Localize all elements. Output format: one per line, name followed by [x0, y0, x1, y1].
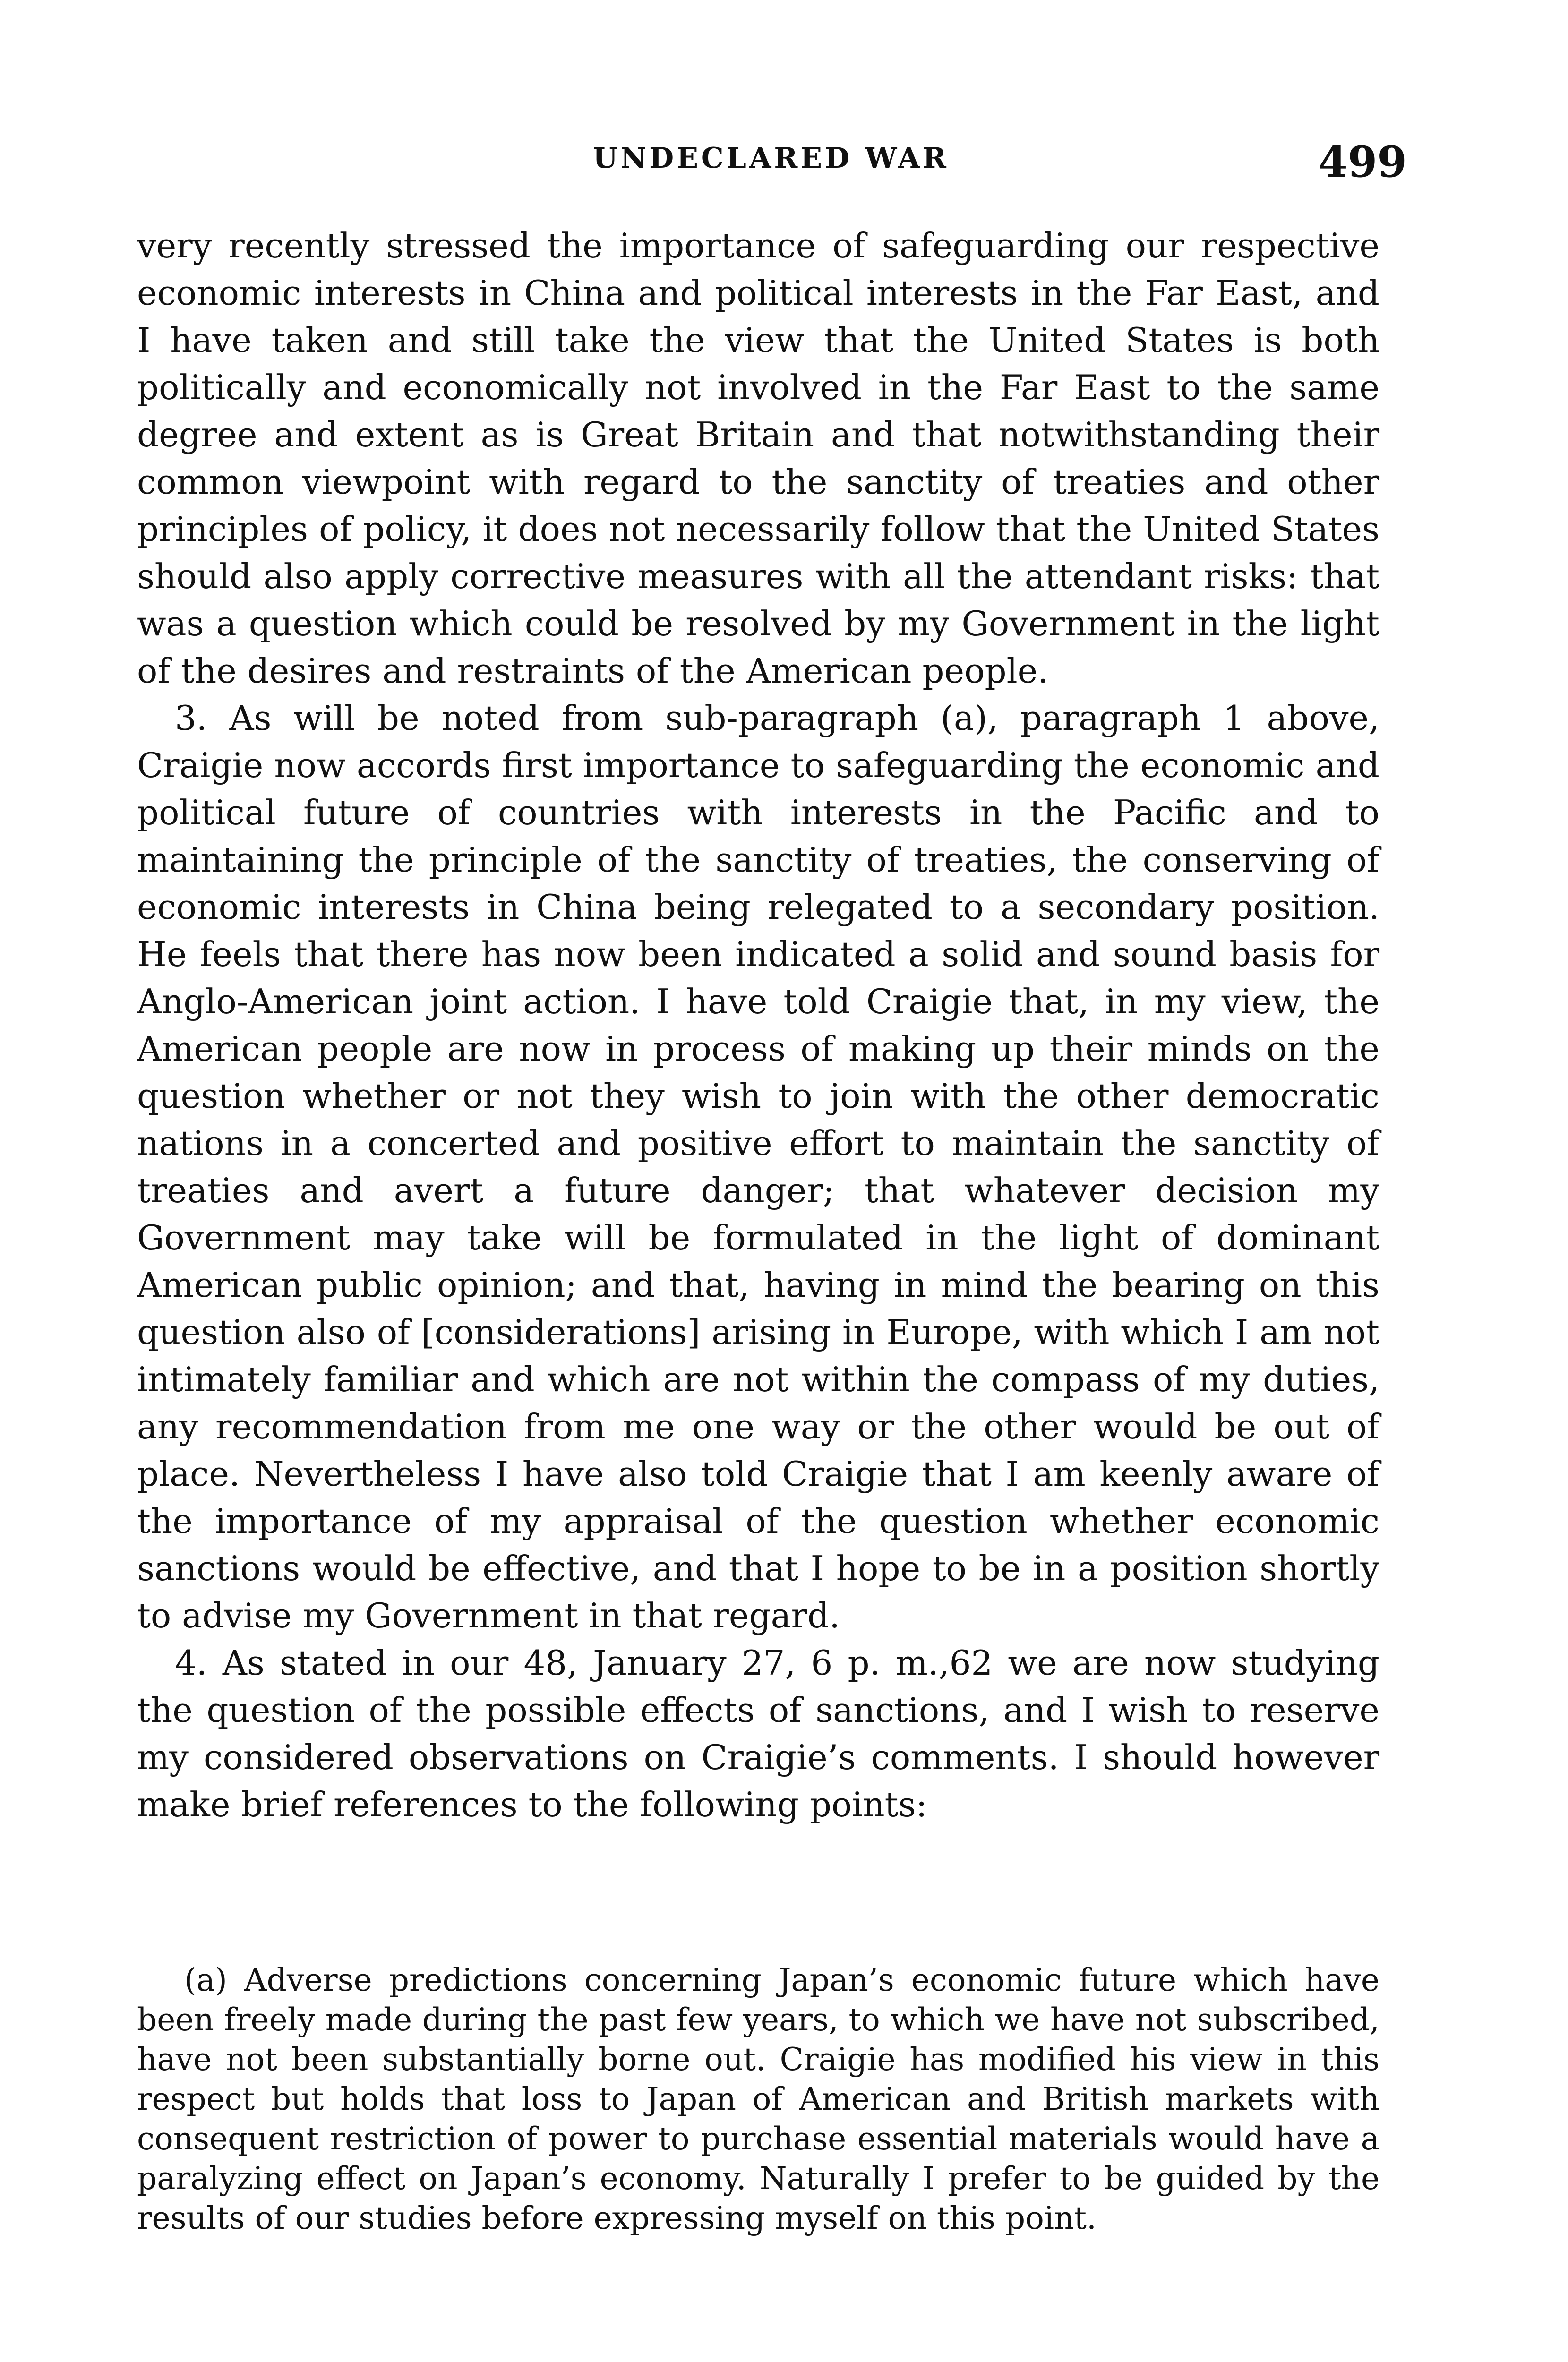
paragraph-continuation: very recently stressed the importance of safeguarding our respective economic interests in China and political interests in the Far East, and I have taken and still take the view that the United States is both politically and economically not involved in the Far East to the same degree and extent as is Great Britain and that notwithstanding their common viewpoint with regard to the sanctity of treaties and other principles of policy, it does not necessarily follow that the United States should also apply corrective measures with all the attendant risks: that was a question which could be resolved by my Government in the light of the desires and restraints of the American people.: [137, 226, 1379, 691]
subparagraph-a: (a) Adverse predictions concerning Japan’s economic future which have been freely made during the past few years, to which we have not subscribed, have not been substantially borne out. Craigie has modified his view in this respect but holds that loss to Japan of American and British markets with consequent restriction of power to purchase essential materials would have a paralyzing effect on Japan’s economy. Naturally I prefer to be guided by the results of our studies before expressing myself on this point.: [137, 1962, 1379, 2236]
page-number: 499: [1318, 137, 1407, 187]
paragraph-4: 4. As stated in our 48, January 27, 6 p. m.,62 we are now studying the question of the possible effects of sanctions, and I wish to reserve my considered observations on Craigie’s comments. I should however make brief references to the following points:: [137, 1643, 1379, 1824]
running-title: UNDECLARED WAR: [593, 142, 949, 175]
body-text: [137, 222, 1379, 1828]
paragraph-3: 3. As will be noted from sub-paragraph (a), paragraph 1 above, Craigie now accords first importance to safeguarding the economic and political future of countries with interests in the Pacific and to maintaining the principle of the sanctity of treaties, the conserving of economic interests in China being relegated to a secondary position. He feels that there has now been indicated a solid and sound basis for Anglo-American joint action. I have told Craigie that, in my view, the American people are now in process of making up their minds on the question whether or not they wish to join with the other democratic nations in a concerted and positive effort to maintain the sanctity of treaties and avert a future danger; that whatever decision my Government may take will be formulated in the light of dominant American public opinion; and that, having in mind the bearing on this question also of [considerations] arising in Europe, with which I am not intimately familiar and which are not within the compass of my duties, any recommendation from me one way or the other would be out of place. Nevertheless I have also told Craigie that I am keenly aware of the importance of my appraisal of the question whether economic sanctions would be effective, and that I hope to be in a position shortly to advise my Government in that regard.: [137, 698, 1379, 1635]
